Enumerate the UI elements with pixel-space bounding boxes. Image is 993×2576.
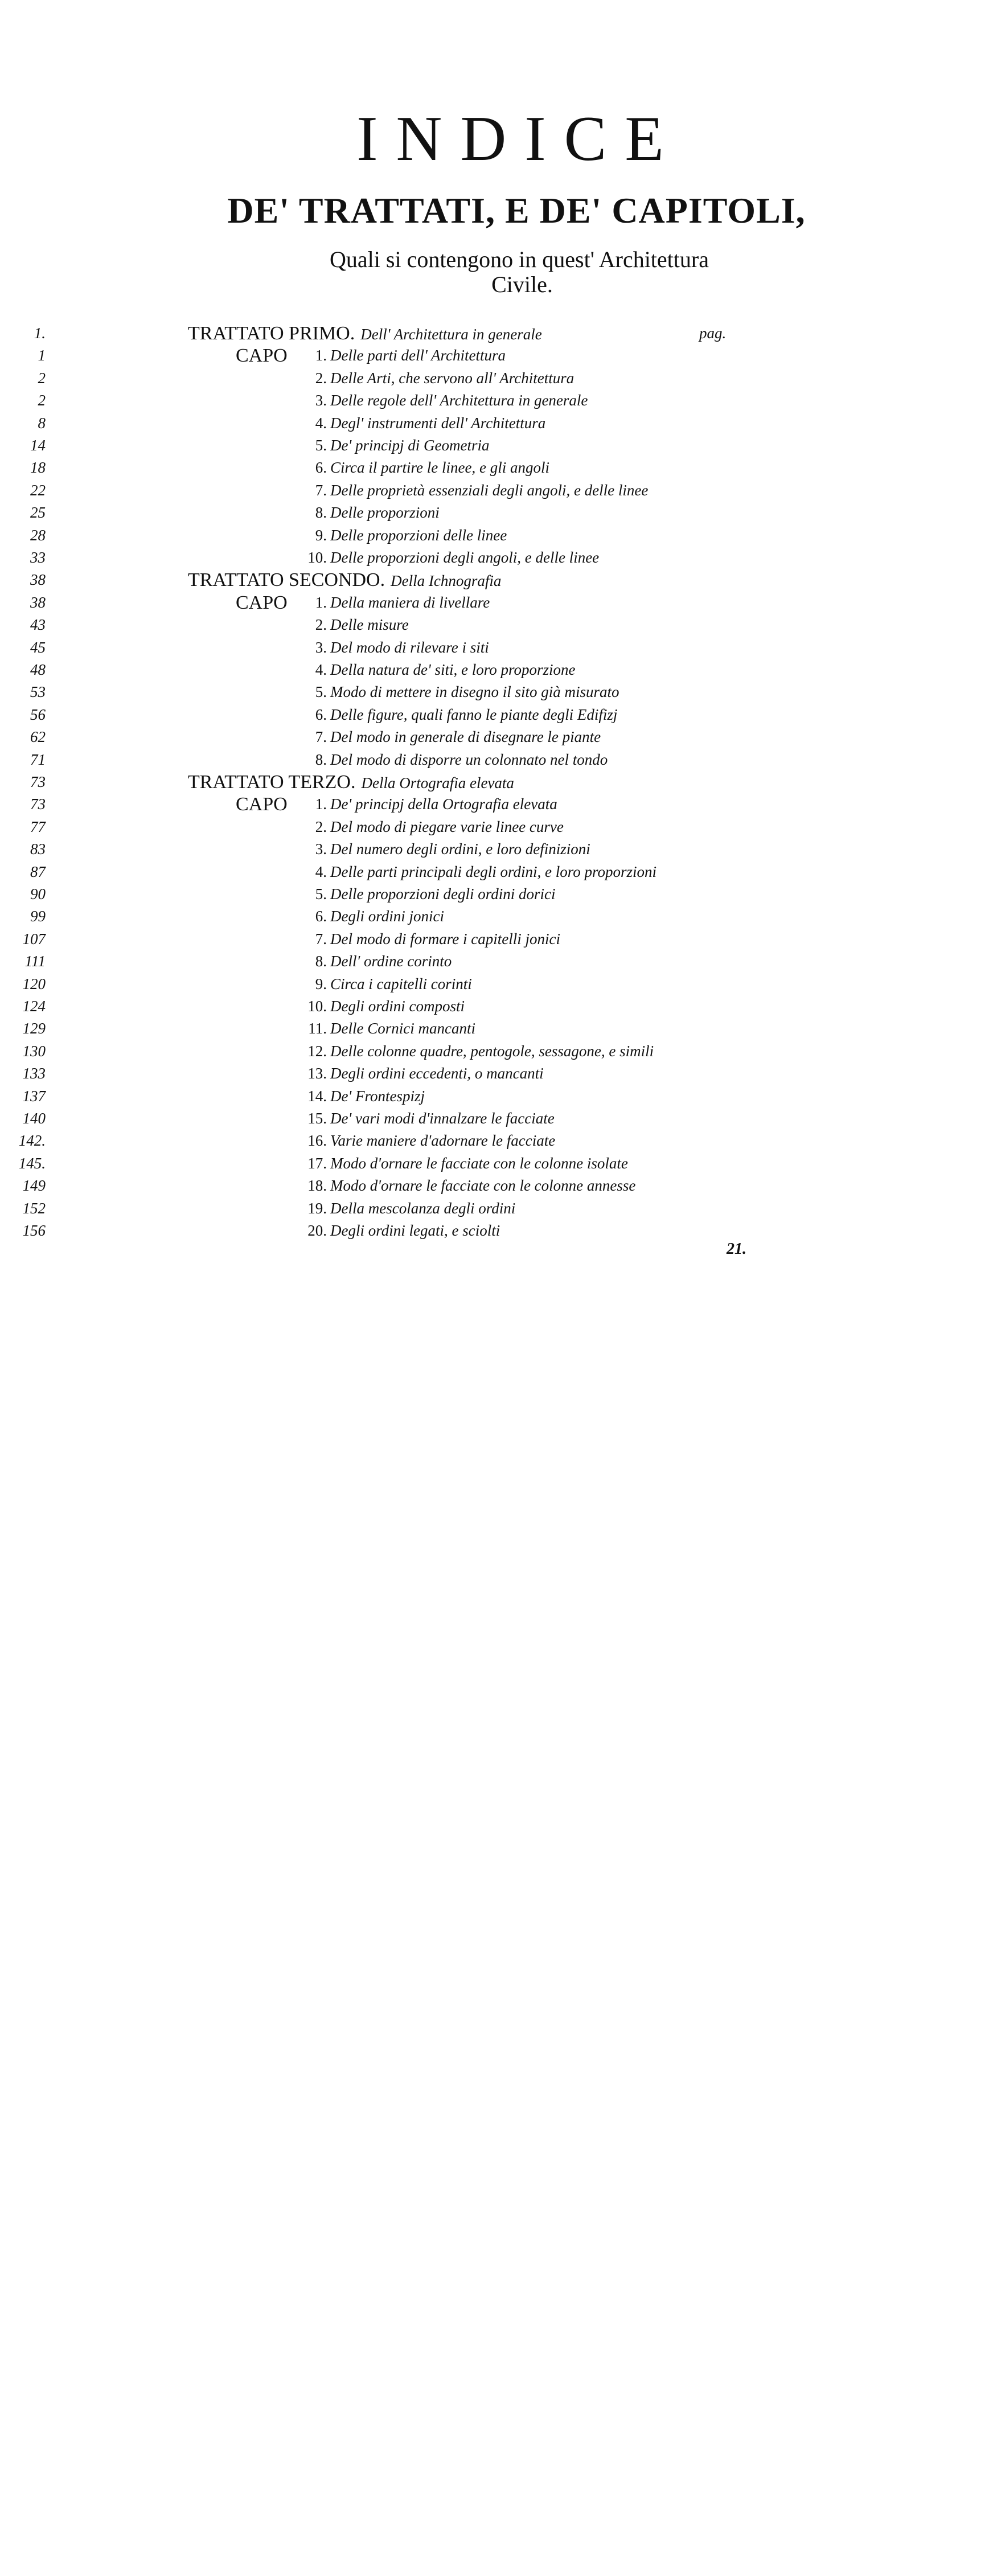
toc-chapter-row [0, 1175, 993, 1197]
chapter-page-number: 38 [30, 593, 46, 611]
chapter-title: Delle figure, quali fanno le piante degli Edifizj [330, 705, 618, 723]
chapter-page-number: 22 [30, 481, 46, 499]
treatise-page-number: 38 [30, 571, 46, 589]
chapter-title: Delle proporzioni degli angoli, e delle linee [330, 549, 600, 566]
chapter-title: Del modo in generale di disegnare le piante [330, 728, 601, 746]
toc-chapter-row [0, 502, 993, 524]
chapter-number: 9. [315, 975, 327, 992]
chapter-page-number: 8 [38, 414, 46, 432]
treatise-heading [188, 322, 542, 346]
chapter-number: 10. [307, 549, 327, 566]
toc-chapter-row [0, 838, 993, 860]
toc-chapter-row [0, 681, 993, 703]
chapter-page-number: 77 [30, 818, 46, 835]
toc-chapter-row [0, 389, 993, 412]
toc-chapter-row [0, 367, 993, 389]
toc-chapter-row [0, 659, 993, 681]
chapter-title: Circa i capitelli corinti [330, 975, 472, 992]
toc-chapter-row [0, 883, 993, 905]
toc-treatise-row [0, 569, 993, 591]
chapter-title: Delle proprietà essenziali degli angoli, e delle linee [330, 481, 649, 499]
chapter-page-number: 53 [30, 683, 46, 701]
toc-chapter-row [0, 905, 993, 928]
chapter-page-number: 133 [22, 1065, 46, 1082]
chapter-page-number: 137 [22, 1087, 46, 1105]
toc-chapter-row [0, 704, 993, 726]
toc-chapter-row [0, 928, 993, 950]
chapter-number: 13. [307, 1065, 327, 1082]
chapter-title: Delle proporzioni degli ordini dorici [330, 885, 556, 903]
toc-chapter-row [0, 793, 993, 815]
chapter-title: Degli ordini legati, e sciolti [330, 1222, 500, 1239]
chapter-page-number: 142. [18, 1132, 46, 1150]
capo-label: CAPO [236, 592, 288, 613]
chapter-title: Del modo di disporre un colonnato nel tondo [330, 750, 608, 768]
chapter-number: 8. [315, 504, 327, 522]
chapter-number: 5. [315, 683, 327, 701]
chapter-title: Della maniera di livellare [330, 593, 490, 611]
chapter-number: 5. [315, 885, 327, 903]
chapter-number: 20. [307, 1222, 327, 1239]
chapter-number: 6. [315, 705, 327, 723]
chapter-page-number: 107 [22, 930, 46, 947]
toc-chapter-row [0, 1197, 993, 1220]
chapter-title: Delle parti dell' Architettura [330, 347, 506, 364]
toc-chapter-row [0, 726, 993, 748]
chapter-page-number: 111 [24, 953, 46, 970]
chapter-page-number: 87 [30, 863, 46, 880]
chapter-page-number: 145. [18, 1154, 46, 1172]
page-title: INDICE [356, 104, 682, 174]
chapter-title: Del modo di rilevare i siti [330, 638, 489, 656]
chapter-title: Del modo di piegare varie linee curve [330, 818, 564, 835]
chapter-number: 19. [307, 1199, 327, 1217]
chapter-number: 3. [315, 638, 327, 656]
chapter-number: 1. [315, 347, 327, 364]
toc-chapter-row [0, 614, 993, 636]
chapter-title: Delle misure [330, 616, 409, 634]
chapter-number: 8. [315, 953, 327, 970]
chapter-page-number: 152 [22, 1199, 46, 1217]
toc-chapter-row [0, 637, 993, 659]
description-line-2: Civile. [491, 272, 553, 297]
chapter-page-number: 56 [30, 705, 46, 723]
toc-chapter-row [0, 1018, 993, 1040]
treatise-heading [188, 569, 501, 592]
capo-label: CAPO [236, 345, 288, 367]
chapter-number: 1. [315, 795, 327, 813]
chapter-page-number: 43 [30, 616, 46, 634]
chapter-title: Dell' ordine corinto [330, 953, 452, 970]
chapter-number: 14. [307, 1087, 327, 1105]
chapter-page-number: 18 [30, 459, 46, 477]
chapter-title: Delle proporzioni delle linee [330, 526, 507, 544]
chapter-page-number: 14 [30, 437, 46, 454]
chapter-number: 7. [315, 930, 327, 947]
chapter-title: Delle parti principali degli ordini, e loro proporzioni [330, 863, 656, 880]
chapter-page-number: 71 [30, 750, 46, 768]
chapter-title: Degli ordini eccedenti, o mancanti [330, 1065, 544, 1082]
toc-chapter-row [0, 592, 993, 614]
chapter-page-number: 140 [22, 1110, 46, 1127]
treatise-page-number: 73 [30, 773, 46, 790]
chapter-number: 4. [315, 661, 327, 678]
chapter-number: 4. [315, 863, 327, 880]
chapter-page-number: 48 [30, 661, 46, 678]
chapter-number: 2. [315, 616, 327, 634]
chapter-page-number: 149 [22, 1177, 46, 1195]
chapter-number: 3. [315, 840, 327, 858]
chapter-title: Degli ordini jonici [330, 908, 444, 925]
chapter-page-number: 130 [22, 1042, 46, 1060]
toc-chapter-row [0, 547, 993, 569]
description-line-1: Quali si contengono in quest' Architettura [330, 247, 709, 272]
chapter-title: Varie maniere d'adornare le facciate [330, 1132, 556, 1150]
toc-treatise-row [0, 322, 993, 344]
chapter-page-number: 73 [30, 795, 46, 813]
chapter-number: 4. [315, 414, 327, 432]
chapter-title: De' vari modi d'innalzare le facciate [330, 1110, 555, 1127]
chapter-page-number: 1 [38, 347, 46, 364]
chapter-number: 6. [315, 908, 327, 925]
toc-chapter-row [0, 1107, 993, 1130]
toc-chapter-row [0, 816, 993, 838]
toc-chapter-row [0, 950, 993, 973]
chapter-title: Del modo di formare i capitelli jonici [330, 930, 560, 947]
chapter-page-number: 90 [30, 885, 46, 903]
toc-treatise-row [0, 771, 993, 793]
capo-label: CAPO [236, 794, 288, 815]
chapter-page-number: 156 [22, 1222, 46, 1239]
chapter-number: 18. [307, 1177, 327, 1195]
toc-chapter-row [0, 749, 993, 771]
chapter-page-number: 129 [22, 1020, 46, 1037]
page-subtitle: DE' TRATTATI, E DE' CAPITOLI, [227, 190, 806, 231]
toc-chapter-row [0, 1130, 993, 1152]
toc-chapter-row [0, 1063, 993, 1085]
chapter-title: De' principj della Ortografia elevata [330, 795, 557, 813]
chapter-page-number: 2 [38, 392, 46, 409]
treatise-page-number: 1. [34, 325, 46, 342]
chapter-number: 2. [315, 818, 327, 835]
chapter-title: Delle Arti, che servono all' Architettura [330, 369, 575, 387]
toc-chapter-row [0, 479, 993, 502]
chapter-title: De' Frontespizj [330, 1087, 425, 1105]
chapter-page-number: 33 [30, 549, 46, 566]
toc-chapter-row [0, 1152, 993, 1175]
chapter-title: Modo di mettere in disegno il sito già misurato [330, 683, 619, 701]
chapter-number: 17. [307, 1154, 327, 1172]
chapter-number: 1. [315, 593, 327, 611]
chapter-page-number: 99 [30, 908, 46, 925]
treatise-label: TRATTATO PRIMO. [188, 323, 355, 344]
chapter-page-number: 28 [30, 526, 46, 544]
chapter-number: 8. [315, 750, 327, 768]
chapter-number: 15. [307, 1110, 327, 1127]
chapter-number: 7. [315, 481, 327, 499]
treatise-title: Dell' Architettura in generale [360, 326, 542, 343]
chapter-title: Delle Cornici mancanti [330, 1020, 475, 1037]
chapter-title: Degli ordini composti [330, 998, 465, 1015]
chapter-page-number: 45 [30, 638, 46, 656]
chapter-title: Degl' instrumenti dell' Architettura [330, 414, 546, 432]
chapter-page-number: 2 [38, 369, 46, 387]
chapter-number: 12. [307, 1042, 327, 1060]
chapter-title: De' principj di Geometria [330, 437, 490, 454]
chapter-title: Modo d'ornare le facciate con le colonne isolate [330, 1154, 628, 1172]
chapter-title: Circa il partire le linee, e gli angoli [330, 459, 549, 477]
toc-chapter-row [0, 457, 993, 479]
chapter-number: 11. [308, 1020, 327, 1037]
chapter-title: Modo d'ornare le facciate con le colonne annesse [330, 1177, 636, 1195]
chapter-number: 9. [315, 526, 327, 544]
catchword: 21. [727, 1240, 746, 1258]
toc-chapter-row [0, 1040, 993, 1063]
chapter-title: Della natura de' siti, e loro proporzione [330, 661, 576, 678]
chapter-title: Delle colonne quadre, pentogole, sessagone, e simili [330, 1042, 654, 1060]
toc-chapter-row [0, 861, 993, 883]
chapter-number: 6. [315, 459, 327, 477]
chapter-page-number: 83 [30, 840, 46, 858]
treatise-label: TRATTATO TERZO. [188, 772, 356, 793]
chapter-title: Delle regole dell' Architettura in generale [330, 392, 588, 409]
treatise-heading [188, 771, 514, 794]
treatise-title: Della Ichnografia [391, 572, 502, 590]
chapter-title: Del numero degli ordini, e loro definizioni [330, 840, 590, 858]
chapter-number: 16. [307, 1132, 327, 1150]
toc-chapter-row [0, 1220, 993, 1242]
chapter-page-number: 25 [30, 504, 46, 522]
toc-chapter-row [0, 434, 993, 457]
pag-label: pag. [699, 325, 727, 342]
toc-chapter-row [0, 1085, 993, 1107]
chapter-title: Della mescolanza degli ordini [330, 1199, 516, 1217]
toc-chapter-row [0, 973, 993, 995]
chapter-page-number: 120 [22, 975, 46, 992]
chapter-page-number: 62 [30, 728, 46, 746]
chapter-number: 3. [315, 392, 327, 409]
chapter-number: 2. [315, 369, 327, 387]
toc-chapter-row [0, 344, 993, 367]
toc-chapter-row [0, 995, 993, 1018]
chapter-number: 5. [315, 437, 327, 454]
treatise-label: TRATTATO SECONDO. [188, 569, 385, 591]
treatise-title: Della Ortografia elevata [361, 774, 514, 791]
chapter-page-number: 124 [22, 998, 46, 1015]
toc-chapter-row [0, 524, 993, 547]
toc-chapter-row [0, 412, 993, 434]
chapter-number: 7. [315, 728, 327, 746]
chapter-title: Delle proporzioni [330, 504, 440, 522]
chapter-number: 10. [307, 998, 327, 1015]
